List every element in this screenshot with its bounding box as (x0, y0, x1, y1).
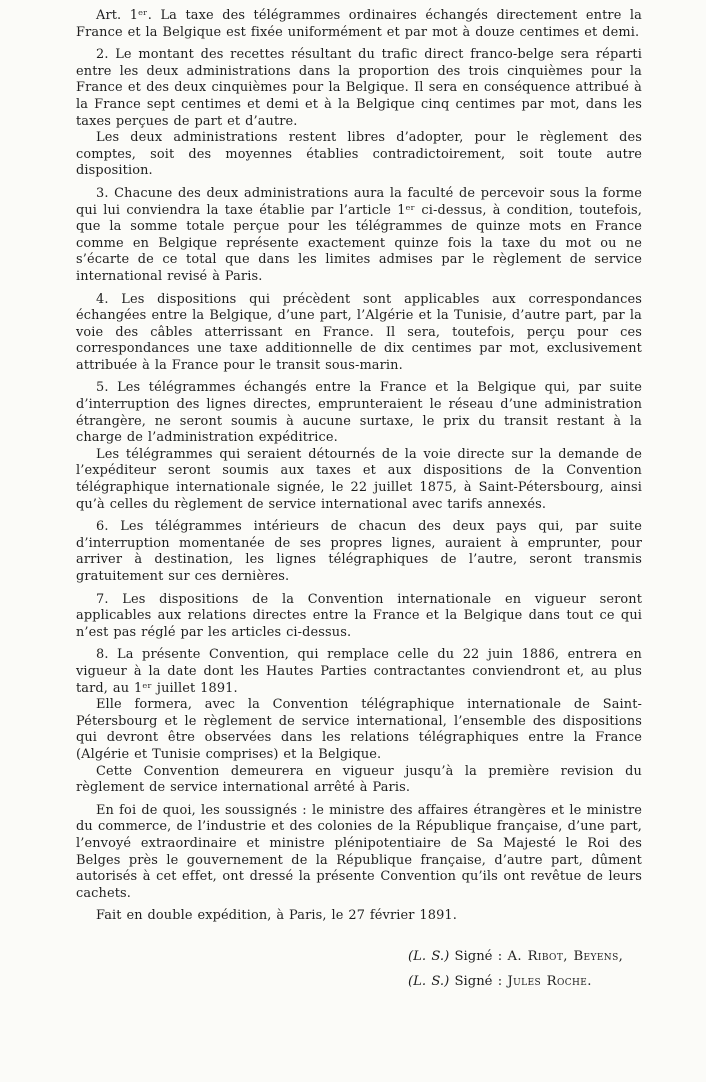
article-4: 4. Les dispositions qui précèdent sont applicables aux correspondances échangées entre la Belgique, d’une part, l’Algérie et la Tunisie, d’autre part, par la voie des câbles atterrissant en France. Il sera, toutefois, perçu pour ces correspondances une taxe additionnelle de dix centimes par mot, exclusivement attribuée à la France pour le transit sous-marin. (76, 291, 642, 373)
article-2-continuation: Les deux administrations restent libres d’adopter, pour le règlement des comptes, soit des moyennes établies contradictoirement, soit toute autre disposition. (76, 130, 642, 179)
signed-label: Signé : (454, 974, 503, 990)
signatory-names: A. Ribot, Beyens, (507, 948, 624, 964)
signature-block (76, 944, 642, 995)
closing-formula: En foi de quoi, les soussignés : le ministre des affaires étrangères et le ministre du commerce, de l’industrie et des colonies de la République française, d’une part, l’envoyé extraordinaire et ministre plénipotentiaire de Sa Majesté le Roi des Belges près le gouvernement de la République française, d’autre part, dûment autorisés à cet effet, ont dressé la présente Convention qu’ils ont revêtue de leurs cachets. (76, 802, 642, 901)
article-5-continuation: Les télégrammes qui seraient détournés de la voie directe sur la demande de l’expéditeur seront soumis aux taxes et aux dispositions de la Convention télégraphique internationale signée, le 22 juillet 1875, à Saint-Pétersbourg, ainsi qu’à celles du règlement de service international avec tarifs annexés. (76, 446, 642, 512)
signatory-names: Jules Roche. (507, 974, 592, 990)
seal-abbreviation: (L. S.) (408, 948, 450, 964)
signed-label: Signé : (454, 948, 503, 964)
article-2: 2. Le montant des recettes résultant du trafic direct franco-belge sera réparti entre les deux administrations dans la proportion des trois cinquièmes pour la France et des deux cinquièmes pour la Belgique. Il sera en conséquence attribué à la France sept centimes et demi et à la Belgique cinq centimes par mot, dans les taxes perçues de part et d’autre. (76, 47, 642, 129)
signature-line-1 (408, 944, 642, 970)
execution-line: Fait en double expédition, à Paris, le 27 février 1891. (96, 908, 457, 924)
article-3: 3. Chacune des deux administrations aura la faculté de percevoir sous la forme qui lui conviendra la taxe établie par l’article 1ᵉʳ ci-dessus, à condition, toutefois, que la somme totale perçue pour les télégrammes de quinze mots en France comme en Belgique représente exactement quinze fois la taxe du mot ou ne s’écarte de ce total que dans les limites admises par le règlement de service international revisé à Paris. (76, 185, 642, 284)
seal-abbreviation: (L. S.) (408, 974, 450, 990)
article-8-continuation-2: Cette Convention demeurera en vigueur jusqu’à la première revision du règlement de service international arrêté à Paris. (76, 763, 642, 796)
signature-line-2 (408, 969, 642, 995)
article-8: 8. La présente Convention, qui remplace celle du 22 juin 1886, entrera en vigueur à la date dont les Hautes Parties contractantes conviendront et, au plus tard, au 1ᵉʳ juillet 1891. (76, 647, 642, 696)
article-1: Art. 1ᵉʳ. La taxe des télégrammes ordinaires échangés directement entre la France et la Belgique est fixée uniformément et par mot à douze centimes et demi. (76, 8, 642, 40)
article-6: 6. Les télégrammes intérieurs de chacun des deux pays qui, par suite d’interruption momentanée de ses propres lignes, auraient à emprunter, pour arriver à destination, les lignes télégraphiques de l’autre, seront transmis gratuitement sur ces dernières. (76, 519, 642, 584)
article-8-continuation-1: Elle formera, avec la Convention télégraphique internationale de Saint-Pétersbourg et le règlement de service international, l’ensemble des dispositions qui devront être observées dans les relations télégraphiques entre la France (Algérie et Tunisie comprises) et la Belgique. (76, 697, 642, 762)
article-7: 7. Les dispositions de la Convention internationale en vigueur seront applicables aux relations directes entre la France et la Belgique dans tout ce qui n’est pas réglé par les articles ci-dessus. (76, 591, 642, 640)
article-5: 5. Les télégrammes échangés entre la France et la Belgique qui, par suite d’interruption des lignes directes, emprunteraient le réseau d’une administration étrangère, ne seront soumis à aucune surtaxe, le prix du transit restant à la charge de l’administration expéditrice. (76, 380, 642, 446)
